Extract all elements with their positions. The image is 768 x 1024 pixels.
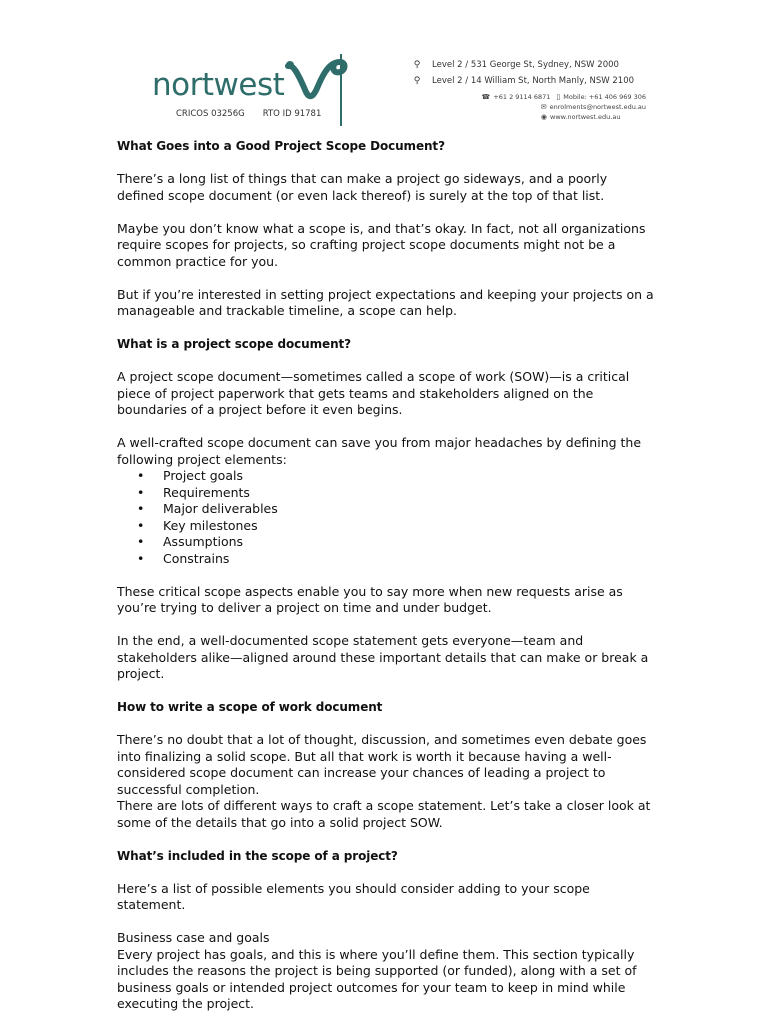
contact-block — [412, 58, 652, 122]
mobile-icon: ▯ — [556, 93, 561, 101]
cricos-code: CRICOS 03256G — [176, 109, 245, 119]
rto-id: RTO ID 91781 — [262, 109, 322, 119]
website-url: www.nortwest.edu.au — [550, 113, 621, 121]
bullet-icon: • — [137, 550, 145, 566]
location-pin-icon: ⚲ — [413, 76, 421, 86]
list-item: • Assumptions — [137, 534, 244, 549]
document-title: What Goes into a Good Project Scope Document? — [117, 139, 445, 153]
heading-how-to-write: How to write a scope of work document — [117, 700, 383, 714]
globe-icon: ◉ — [540, 113, 547, 121]
bullet-icon: • — [137, 501, 145, 516]
address-sydney: Level 2 / 531 George St, Sydney, NSW 2000 — [432, 60, 619, 70]
logo-wordmark: nortwest — [152, 67, 285, 103]
email-address: enrolments@nortwest.edu.au — [549, 103, 646, 111]
heading-what-is-scope: What is a project scope document? — [117, 337, 352, 351]
how-to-paragraph-1: There’s no doubt that a lot of thought, discussion, and sometimes even debate goes into finalizing a solid scope. But all that work is worth it because having a well-considered scope document can increase your chances of leading a project to successful completion. — [117, 732, 647, 797]
intro-paragraph-2: Maybe you don’t know what a scope is, and that’s okay. In fact, not all organizations require scopes for projects, so crafting project scope documents might not be a common practice for you. — [117, 220, 646, 269]
nortwest-logo — [152, 56, 352, 126]
business-paragraph-1: Every project has goals, and this is where you’ll define them. This section typically includes the reasons the project is being supported (or funded), along with a set of business goals or intended project outcomes for your team to keep in mind while executing the project. — [117, 946, 637, 1011]
phone-number: +61 2 9114 6871 — [493, 93, 551, 101]
bullet-icon: • — [137, 534, 145, 549]
email-icon: ✉ — [540, 103, 547, 111]
email-row — [412, 102, 646, 112]
list-item: • Requirements — [137, 484, 250, 500]
logo-accreditation — [176, 109, 321, 119]
bullet-icon: • — [137, 468, 145, 483]
mobile-number: Mobile: +61 406 969 306 — [563, 93, 646, 101]
letterhead — [112, 40, 652, 132]
what-is-paragraph-1: A project scope document—sometimes called a scope of work (SOW)—is a critical piece of project paperwork that gets teams and stakeholders aligned on the boundaries of a project before it even begins. — [117, 369, 630, 417]
list-item: • Constrains — [137, 550, 230, 566]
address-row-manly — [412, 74, 652, 88]
after-list-paragraph-1: These critical scope aspects enable you to say more when new requests arise as you’re trying to deliver a project on time and under budget. — [117, 583, 623, 615]
phone-row — [412, 92, 646, 102]
how-to-paragraph-2: There are lots of different ways to craft a scope statement. Let’s take a closer look at some of the details that go into a solid project SOW. — [117, 798, 651, 830]
included-paragraph-1: Here’s a list of possible elements you should consider adding to your scope statement. — [117, 880, 590, 912]
bullet-icon: • — [137, 517, 145, 533]
address-manly: Level 2 / 14 William St, North Manly, NSW 2100 — [432, 76, 635, 86]
after-list-paragraph-2: In the end, a well-documented scope statement gets everyone—team and stakeholders alike—aligned around these important details that can make or break a project. — [117, 633, 649, 681]
list-item: • Key milestones — [137, 517, 258, 533]
what-is-paragraph-2: A well-crafted scope document can save you from major headaches by defining the following project elements: — [117, 435, 642, 467]
location-pin-icon: ⚲ — [413, 60, 421, 70]
intro-paragraph-1: There’s a long list of things that can make a project go sideways, and a poorly defined scope document (or even lack thereof) is surely at the top of that list. — [117, 171, 608, 203]
website-row — [412, 112, 646, 122]
heading-whats-included: What’s included in the scope of a project? — [117, 848, 398, 863]
intro-paragraph-3: But if you’re interested in setting project expectations and keeping your projects on a manageable and trackable timeline, a scope can help. — [117, 286, 654, 318]
heading-business-case: Business case and goals — [117, 930, 270, 945]
list-item: • Project goals — [137, 468, 243, 483]
bullet-icon: • — [137, 484, 145, 500]
list-item: • Major deliverables — [137, 501, 278, 516]
logo-swoosh-icon — [284, 56, 348, 102]
document-body — [117, 138, 657, 1013]
phone-icon: ☎ — [481, 93, 491, 101]
address-row-sydney — [412, 58, 652, 72]
header-divider — [340, 54, 342, 126]
project-elements-list — [117, 468, 657, 567]
